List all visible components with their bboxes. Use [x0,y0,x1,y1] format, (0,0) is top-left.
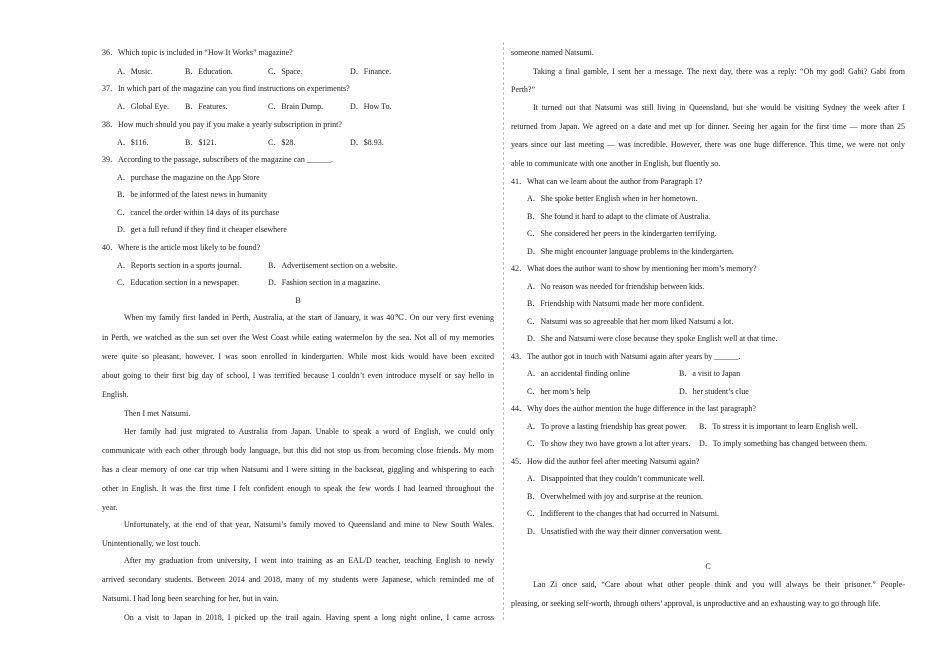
option-c: C．Indifferent to the changes that had occurred in Natsumi. [527,509,720,518]
text-line: Perth?” [511,85,535,94]
text-line: arrived secondary students. Between 2014 and 2018, many of my students were Japanese, which reminded me of [102,575,494,584]
option-a: A．To prove a lasting friendship has great power. [527,422,687,431]
option-a: A．Disappointed that they couldn’t communicate well. [527,474,705,483]
option-b: B．$121. [185,138,217,147]
section-heading-b: B [295,296,301,305]
question-stem: 45．How did the author feel after meeting Natsumi again? [511,457,700,466]
option-c: C．$28. [268,138,296,147]
question-stem: 37．In which part of the magazine can you find instructions on experiments? [102,84,350,93]
text-line: On a visit to Japan in 2018, I picked up the trail again. Having spent a long night online, I came across [124,613,494,622]
option-b: B．a visit to Japan [679,369,741,378]
option-b: B．To stress it is important to learn English well. [699,422,858,431]
option-d: D．How To. [350,102,392,111]
text-line: When my family first landed in Perth, Australia, at the start of January, it was 40℃. On our very first evening [124,313,494,322]
text-line: After my graduation from university, I went into training as an EAL/D teacher, teaching English to newly [124,556,494,565]
text-line: Lao Zi once said, “Care about what other people think and you will always be their prisoner.” People- [533,580,905,589]
question-stem: 38．How much should you pay if you make a yearly subscription in print? [102,120,342,129]
text-line: returned from Japan. We agreed on a date and met up for dinner. Seeing her again for the first time — more than 25 [511,122,905,131]
text-line: communicate with each other through body language, but this did not stop us from becoming close friends. My mom [102,446,494,455]
option-b: B．Advertisement section on a website. [268,261,398,270]
question-stem: 42．What does the author want to show by mentioning her mom’s memory? [511,264,757,273]
option-d: D．her student’s clue [679,387,749,396]
passage-b-paragraph-2: Then I met Natsumi. [124,409,191,418]
option-d: D．To imply something has changed between them. [699,439,868,448]
option-a: A．purchase the magazine on the App Store [117,173,260,182]
text-line: has a clear memory of one car trip when Natsumi and I were sitting in the backseat, giggling and whispering to each [102,465,494,474]
option-d: D．get a full refund if they find it cheaper elsewhere [117,225,287,234]
question-stem: 39．According to the passage, subscribers of the magazine can ______. [102,155,333,164]
text-line: in Perth, we watched as the sun set over the West Coast while eating watermelon by the sea. Not all of my memories [102,333,494,342]
option-b: B．Education. [185,67,233,76]
option-a: A．Global Eye. [117,102,169,111]
question-stem: 43．The author got in touch with Natsumi again after years by ______. [511,352,741,361]
text-line: about going to their first big day of school, I was terrified because I couldn’t even introduce myself or say hello in [102,371,494,380]
text-line: It turned out that Natsumi was still living in Queensland, but she would be visiting Sydney the week after I [533,103,905,112]
question-stem: 41．What can we learn about the author from Paragraph 1? [511,177,703,186]
text-line: Taking a final gamble, I sent her a message. The next day, there was a reply: “Oh my god! Gabi? Gabi from [533,67,905,76]
option-c: C．Space. [268,67,303,76]
text-line: years since our last meeting — was incredible. However, there was one huge difference. This time, we were not only [511,140,905,149]
text-line: other in English. It was the first time I felt confident enough to speak the few words I had learned throughout the [102,484,494,493]
option-c: C．Brain Dump. [268,102,324,111]
option-d: D．She might encounter language problems in the kindergarten. [527,247,734,256]
text-line: Her family had just migrated to Australia from Japan. Unable to speak a word of English, we could only [124,427,494,436]
question-stem: 40．Where is the article most likely to be found? [102,243,261,252]
text-line: Natsumi. I had long been searching for her, but in vain. [102,594,279,603]
option-b: B．Friendship with Natsumi made her more confident. [527,299,705,308]
option-d: D．$8.93. [350,138,384,147]
option-b: B．Features. [185,102,228,111]
column-divider [503,42,504,620]
option-a: A．No reason was needed for friendship between kids. [527,282,705,291]
text-line: year. [102,503,118,512]
option-b: B．be informed of the latest news in humanity [117,190,268,199]
text-line: Unintentionally, we lost touch. [102,539,201,548]
option-c: C．her mom’s help [527,387,591,396]
option-d: D．Unsatisfied with the way their dinner conversation went. [527,527,723,536]
option-b: B．She found it hard to adapt to the climate of Australia. [527,212,711,221]
option-c: C．She considered her peers in the kindergarten terrifying. [527,229,717,238]
question-stem: 44．Why does the author mention the huge difference in the last paragraph? [511,404,756,413]
option-d: D．Finance. [350,67,392,76]
option-c: C．Natsumi was so agreeable that her mom liked Natsumi a lot. [527,317,734,326]
option-b: B．Overwhelmed with joy and surprise at the reunion. [527,492,703,501]
option-a: A．an accidental finding online [527,369,630,378]
option-d: D．She and Natsumi were close because they spoke English well at that time. [527,334,778,343]
option-a: A．She spoke better English when in her hometown. [527,194,698,203]
question-stem: 36．Which topic is included in “How It Works” magazine? [102,48,293,57]
option-d: D．Fashion section in a magazine. [268,278,381,287]
option-a: A．Music. [117,67,153,76]
text-line: were quite so pleasant, however. I was soon enrolled in kindergarten. While most kids would have been excited [102,352,494,361]
text-line: able to communicate with one another in English, but fluently so. [511,159,721,168]
option-c: C．Education section in a newspaper. [117,278,239,287]
section-heading-c: C [705,562,711,571]
passage-b-paragraph-6-end: someone named Natsumi. [511,48,594,57]
text-line: pleasing, or seeking self-worth, through others’ approval, is unproductive and an exhausting way to go through life. [511,599,881,608]
option-c: C．To show they two have grown a lot after years. [527,439,691,448]
option-a: A．$116. [117,138,149,147]
text-line: English. [102,390,129,399]
text-line: Unfortunately, at the end of that year, Natsumi’s family moved to Queensland and mine to New South Wales. [124,520,494,529]
option-c: C．cancel the order within 14 days of its purchase [117,208,280,217]
option-a: A．Reports section in a sports journal. [117,261,242,270]
